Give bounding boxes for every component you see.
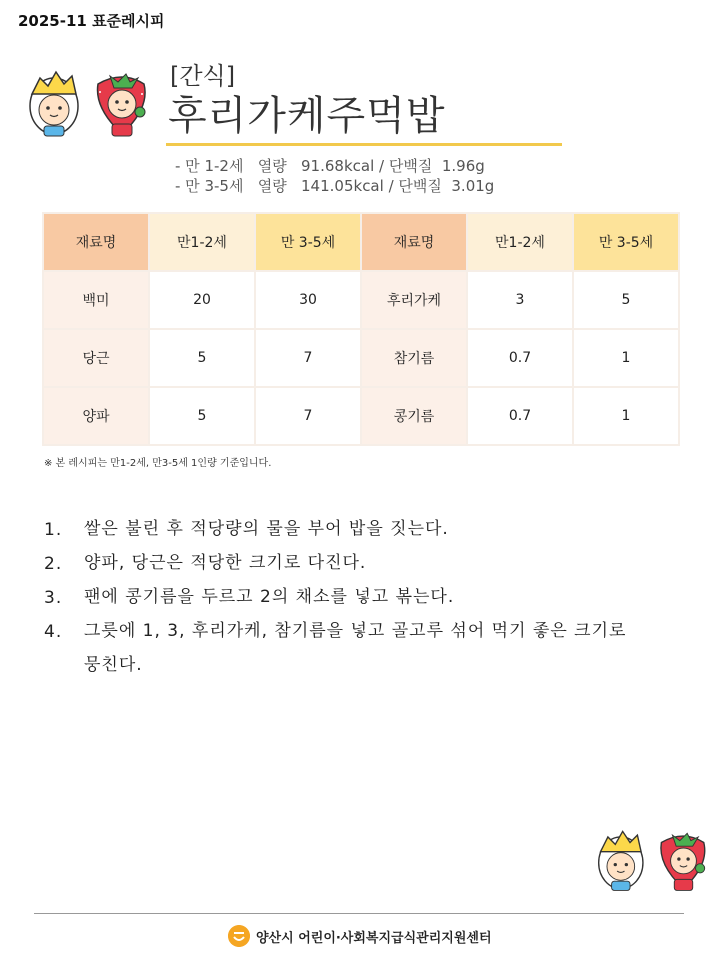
- smile-logo-icon: [228, 925, 250, 947]
- table-row: [43, 271, 679, 329]
- egg-mascot-icon: [30, 72, 78, 136]
- footer-divider: [34, 913, 684, 914]
- amount-cell: 5: [149, 329, 255, 387]
- amount-cell: 0.7: [467, 387, 573, 445]
- column-header: 재료명: [361, 213, 467, 271]
- strawberry-mascot-icon: [98, 74, 146, 136]
- recipe-steps: [44, 512, 644, 682]
- table-header-row: [43, 213, 679, 271]
- nutrition-line: - 만 3-5세 열량 141.05kcal / 단백질 3.01g: [175, 177, 495, 195]
- amount-cell: 20: [149, 271, 255, 329]
- serving-note: ※ 본 레시피는 만1-2세, 만3-5세 1인량 기준입니다.: [44, 458, 272, 469]
- amount-cell: 1: [573, 329, 679, 387]
- amount-cell: 7: [255, 387, 361, 445]
- table-row: [43, 387, 679, 445]
- step-item: [44, 512, 644, 546]
- amount-cell: 1: [573, 387, 679, 445]
- column-header: 만 3-5세: [255, 213, 361, 271]
- mascot-illustration: [595, 822, 713, 898]
- amount-cell: 30: [255, 271, 361, 329]
- step-item: [44, 580, 644, 614]
- amount-cell: 3: [467, 271, 573, 329]
- step-text: 그릇에 1, 3, 후리가케, 참기름을 넣고 골고루 섞어 먹기 좋은 크기로 뭉친다.: [84, 621, 627, 675]
- amount-cell: 7: [255, 329, 361, 387]
- ingredient-name: 당근: [43, 329, 149, 387]
- step-text: 쌀은 불린 후 적당량의 물을 부어 밥을 짓는다.: [84, 519, 449, 539]
- footer: [228, 925, 492, 947]
- egg-mascot-icon: [599, 831, 643, 890]
- page-date-label: 2025-11 표준레시피: [18, 12, 165, 30]
- step-number: 1.: [44, 520, 63, 540]
- nutrition-info: [175, 156, 494, 196]
- step-number: 3.: [44, 588, 63, 608]
- step-item: [44, 614, 644, 682]
- recipe-category: [간식]: [170, 62, 236, 90]
- step-text: 팬에 콩기름을 두르고 2의 채소를 넣고 볶는다.: [84, 587, 455, 607]
- amount-cell: 0.7: [467, 329, 573, 387]
- amount-cell: 5: [573, 271, 679, 329]
- recipe-title: 후리가케주먹밥: [168, 93, 446, 139]
- ingredient-name: 콩기름: [361, 387, 467, 445]
- step-number: 2.: [44, 554, 63, 574]
- column-header: 만1-2세: [149, 213, 255, 271]
- title-underline: [166, 143, 562, 146]
- step-item: [44, 546, 644, 580]
- column-header: 만 3-5세: [573, 213, 679, 271]
- column-header: 만1-2세: [467, 213, 573, 271]
- strawberry-mascot-icon: [661, 833, 705, 890]
- ingredient-name: 백미: [43, 271, 149, 329]
- ingredient-name: 후리가케: [361, 271, 467, 329]
- step-text: 양파, 당근은 적당한 크기로 다진다.: [84, 553, 367, 573]
- step-number: 4.: [44, 622, 63, 642]
- nutrition-line: - 만 1-2세 열량 91.68kcal / 단백질 1.96g: [175, 157, 485, 175]
- ingredient-table: [42, 212, 680, 446]
- amount-cell: 5: [149, 387, 255, 445]
- table-row: [43, 329, 679, 387]
- column-header: 재료명: [43, 213, 149, 271]
- ingredient-name: 양파: [43, 387, 149, 445]
- mascot-illustration: [26, 62, 154, 144]
- organization-name: 양산시 어린이·사회복지급식관리지원센터: [256, 930, 492, 946]
- ingredient-name: 참기름: [361, 329, 467, 387]
